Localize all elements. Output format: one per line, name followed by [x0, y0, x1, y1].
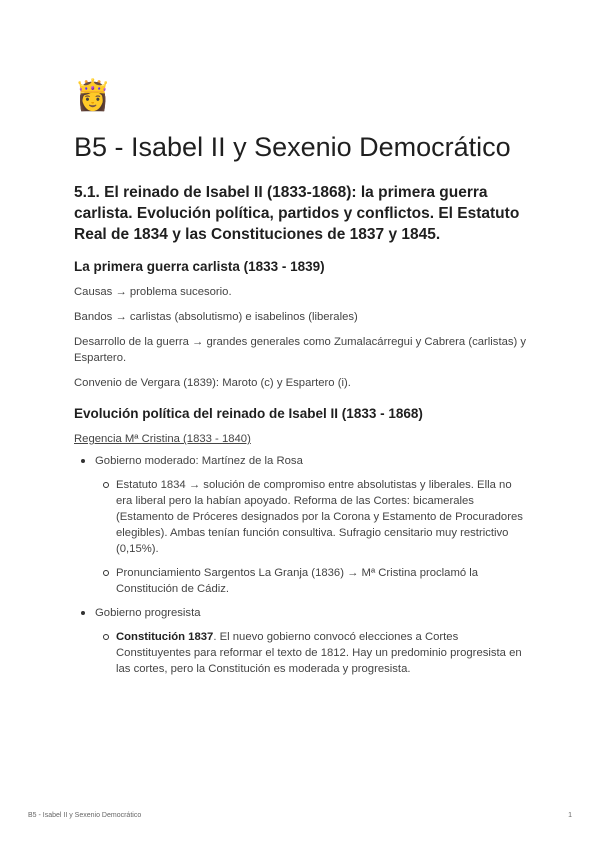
- constitution-text: . El nuevo gobierno convocó elecciones a Cortes Constituyentes para reformar el texto de 1812. Hay un predominio progresista en las cortes, pero la Constitución es moderada y progresista.: [116, 631, 522, 675]
- moderate-label: Gobierno moderado: Martínez de la Rosa: [95, 455, 303, 467]
- page-title: B5 - Isabel II y Sexenio Democrático: [74, 132, 511, 162]
- footer-title: B5 - Isabel II y Sexenio Democrático: [28, 812, 142, 819]
- bullet-icon: [81, 459, 85, 463]
- circle-bullet-icon: [103, 634, 109, 640]
- progressive-label: Gobierno progresista: [95, 607, 201, 619]
- circle-bullet-icon: [103, 570, 109, 576]
- list-item-statute: [95, 477, 530, 557]
- regency-subheading: Regencia Mª Cristina (1833 - 1840): [74, 433, 251, 445]
- list-item-constitution: [95, 629, 530, 677]
- page-footer: [28, 812, 572, 819]
- carlist-war-sides: Bandos → carlistas (absolutismo) e isabelinos (liberales): [74, 311, 358, 323]
- page-content: [74, 78, 530, 685]
- progressive-sublist: [95, 629, 530, 677]
- carlist-war-heading: La primera guerra carlista (1833 - 1839): [74, 259, 325, 274]
- government-list: [74, 453, 530, 677]
- carlist-war-causes: Causas → problema sucesorio.: [74, 286, 232, 298]
- circle-bullet-icon: [103, 482, 109, 488]
- list-item-moderate: [74, 453, 530, 597]
- constitution-bold: Constitución 1837: [116, 631, 214, 643]
- list-item-progressive: [74, 605, 530, 677]
- carlist-war-convention: Convenio de Vergara (1839): Maroto (c) y Espartero (i).: [74, 377, 351, 389]
- evolution-heading: Evolución política del reinado de Isabel II (1833 - 1868): [74, 406, 423, 421]
- moderate-sublist: [95, 477, 530, 597]
- section-heading: 5.1. El reinado de Isabel II (1833-1868): la primera guerra carlista. Evolución política, partidos y conflictos. El Estatuto Real de 1834 y las Constituciones de 1837 y 1845.: [74, 184, 520, 243]
- statute-text: Estatuto 1834 → solución de compromiso entre absolutistas y liberales. Ella no era liberal pero la habían apoyado. Reforma de las Cortes: bicamerales (Estamento de Próceres designados por la Corona y Estamento de Procuradores elegibles). Ambas tenían función consultiva. Sufragio censitario muy restrictivo (0,15%).: [116, 479, 523, 555]
- list-item-pronunciamiento: [95, 565, 530, 597]
- princess-icon: 👸: [74, 78, 112, 113]
- pronunciamiento-text: Pronunciamiento Sargentos La Granja (1836) → Mª Cristina proclamó la Constitución de Cádiz.: [116, 567, 479, 595]
- carlist-war-development: Desarrollo de la guerra → grandes generales como Zumalacárregui y Cabrera (carlistas) y Espartero.: [74, 336, 527, 364]
- bullet-icon: [81, 611, 85, 615]
- page-number: 1: [568, 812, 572, 819]
